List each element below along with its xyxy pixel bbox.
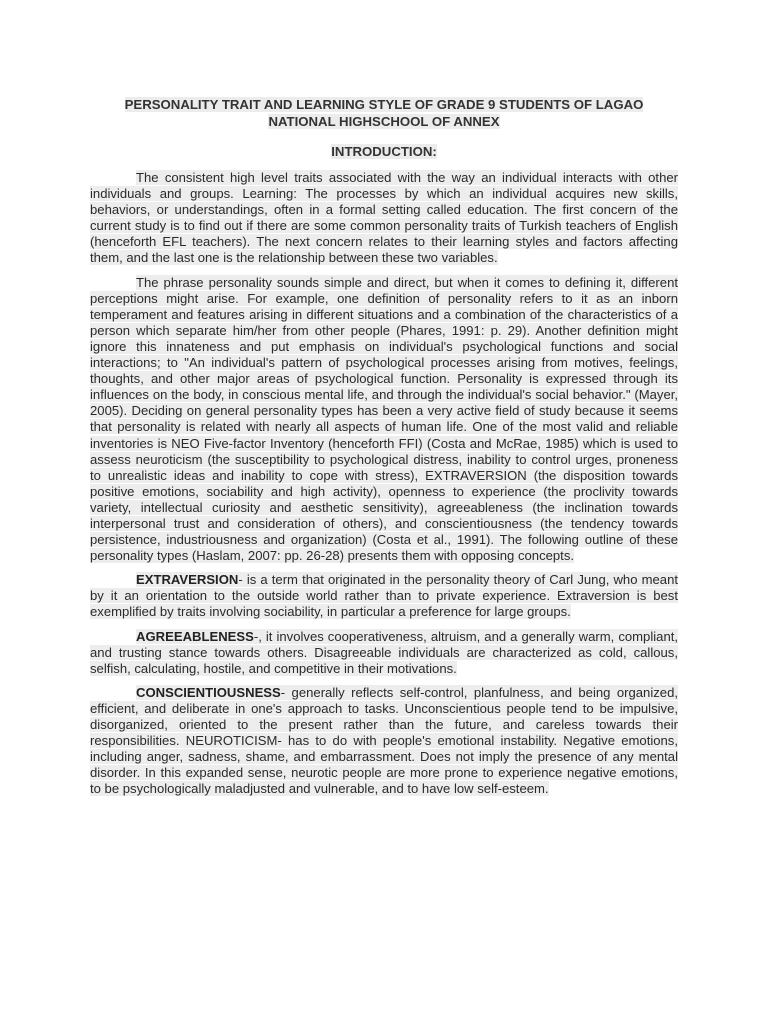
paragraph-conscientiousness xyxy=(90,685,678,798)
paragraph-conscientiousness-text: - generally reflects self-control, planfulness, and being organized, efficient, and deliberate in one's approach to tasks. Unconscientious people tend to be impulsive, disorganized, oriented to the present rather than the future, and careless towards their responsibilities. NEUROTICISM- has to do with people's emotional instability. Negative emotions, including anger, sadness, shame, and embarrassment. Does not imply the presence of any mental disorder. In this expanded sense, neurotic people are more prone to experience negative emotions, to be psychologically maladjusted and vulnerable, and to have low self-esteem. xyxy=(90,684,678,797)
term-conscientiousness: CONSCIENTIOUSNESS xyxy=(136,684,281,700)
paragraph-agreeableness xyxy=(90,629,678,677)
section-heading-text: INTRODUCTION: xyxy=(331,144,437,159)
term-extraversion: EXTRAVERSION xyxy=(136,572,239,588)
paragraph-agreeableness-text: -, it involves cooperativeness, altruism, and a generally warm, compliant, and trusting stance towards others. Disagreeable individuals are characterized as cold, callous, selfish, calculating, hostile, and competitive in their motivations. xyxy=(90,628,678,676)
document-title-text: PERSONALITY TRAIT AND LEARNING STYLE OF GRADE 9 STUDENTS OF LAGAO NATIONAL HIGHSCHOOL OF ANNEX xyxy=(124,97,644,129)
paragraph-1-text: The consistent high level traits associated with the way an individual interacts with other individuals and groups. Learning: The processes by which an individual acquires new skills, behaviors, or understandings, often in a formal setting called education. The first concern of the current study is to find out if there are some common personality traits of Turkish teachers of English (henceforth EFL teachers). The next concern relates to their learning styles and factors affecting them, and the last one is the relationship between these two variables. xyxy=(90,170,678,266)
paragraph-extraversion xyxy=(90,572,678,620)
paragraph-1 xyxy=(90,170,678,267)
paragraph-extraversion-text: - is a term that originated in the personality theory of Carl Jung, who meant by it an orientation to the outside world rather than to private experience. Extraversion is best exemplified by traits involving sociability, in particular a preference for large groups. xyxy=(90,572,678,620)
section-heading xyxy=(90,143,678,160)
paragraph-2 xyxy=(90,275,678,565)
paragraph-2-text: The phrase personality sounds simple and direct, but when it comes to defining it, different perceptions might arise. For example, one definition of personality refers to it as an inborn temperament and features arising in different situations and a combination of the characteristics of a person which separate him/her from other people (Phares, 1991: p. 29). Another definition might ignore this innateness and put emphasis on individual's psychological functions and social interactions; to "An individual's pattern of psychological processes arising from motives, feelings, thoughts, and other major areas of psychological function. Personality is expressed through its influences on the body, in conscious mental life, and through the individual's social behavior." (Mayer, 2005). Deciding on general personality types has been a very active field of study because it seems that personality is related with nearly all aspects of human life. One of the most valid and reliable inventories is NEO Five-factor Inventory (henceforth FFI) (Costa and McRae, 1985) which is used to assess neuroticism (the susceptibility to psychological distress, inability to control urges, proneness to unrealistic ideas and inability to cope with stress), EXTRAVERSION (the disposition towards positive emotions, sociability and high activity), openness to experience (the proclivity towards variety, intellectual curiosity and aesthetic sensitivity), agreeableness (the inclination towards interpersonal trust and consideration of others), and conscientiousness (the tendency towards persistence, industriousness and organization) (Costa et al., 1991). The following outline of these personality types (Haslam, 2007: pp. 26-28) presents them with opposing concepts. xyxy=(90,274,678,564)
document-title xyxy=(90,96,678,130)
term-agreeableness: AGREEABLENESS xyxy=(136,628,254,644)
